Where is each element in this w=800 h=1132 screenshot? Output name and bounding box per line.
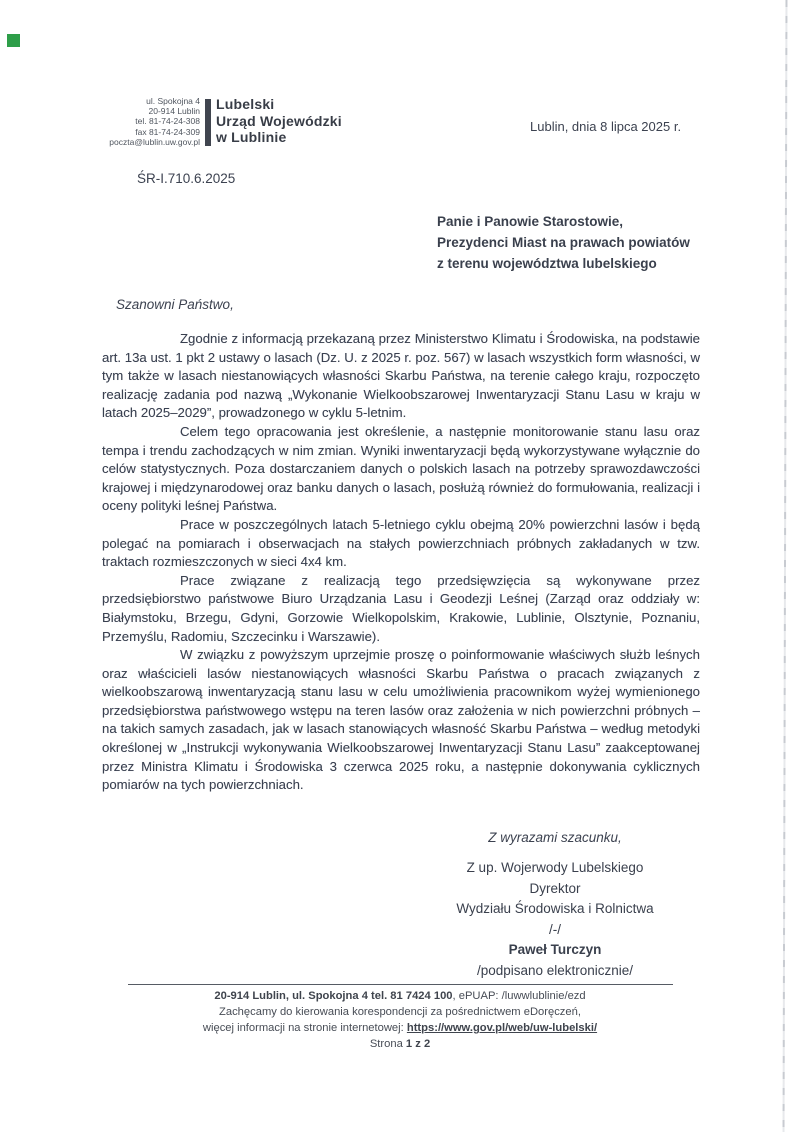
letterhead-contact-block	[80, 96, 200, 147]
contact-line-fax: fax 81-74-24-309	[135, 126, 200, 137]
body-paragraph-3: Prace w poszczególnych latach 5-letniego cyklu obejmą 20% powierzchni lasów i będą polegać na pomiarach i obserwacjach na stałych powierzchniach próbnych zakładanych w tzw. traktach rozmieszczonych w sieci 4x4 km.	[102, 516, 700, 570]
org-name-line-1: Lubelski	[216, 96, 275, 112]
footer-address-line	[0, 988, 800, 1004]
signature-department-line: Wydziału Środowiska i Rolnictwa	[456, 901, 654, 917]
recipient-line-3: z terenu województwa lubelskiego	[437, 256, 657, 271]
recipient-block	[437, 211, 690, 274]
recipient-line-2: Prezydenci Miast na prawach powiatów	[437, 235, 690, 250]
signature-slash-mark: /-/	[549, 921, 561, 937]
page-indicator-number: 1 z 2	[405, 1038, 431, 1050]
body-paragraph-2: Celem tego opracowania jest określenie, a następnie monitorowanie stanu lasu oraz tempa i trendu zachodzących w nim zmian. Wyniki inwentaryzacji będą wykorzystywane wyłącznie do celów statystycznych. Poza dostarczaniem danych o polskich lasach na potrzeby sprawozdawczości krajowej i międzynarodowej oraz banku danych o lasach, posłużą również do formułowania, realizacji i oceny polityki leśnej Państwa.	[102, 423, 700, 514]
signature-title-line: Dyrektor	[529, 880, 581, 896]
footer-address-bold: 20-914 Lublin, ul. Spokojna 4 tel. 81 7424 100	[214, 990, 453, 1002]
footer-website-prefix: więcej informacji na stronie internetowej:	[202, 1022, 407, 1034]
body-paragraph-4: Prace związane z realizacją tego przedsięwzięcia są wykonywane przez przedsiębiorstwo państwowe Biuro Urządzania Lasu i Geodezji Leśnej (Zarząd oraz oddziały w: Białymstoku, Brzegu, Gdyni, Gorzowie Wielkopolskim, Krakowie, Lublinie, Olsztynie, Poznaniu, Przemyślu, Radomiu, Szczecinku i Warszawie).	[102, 572, 700, 644]
page-indicator-label: Strona	[369, 1038, 403, 1050]
salutation: Szanowni Państwo,	[116, 297, 234, 312]
scan-edge-line	[783, 0, 788, 1132]
footer-edoreczenia-line: Zachęcamy do kierowania korespondencji za pośrednictwem eDoręczeń,	[219, 1006, 581, 1018]
date-line: Lublin, dnia 8 lipca 2025 r.	[530, 119, 682, 134]
footer-rule	[128, 984, 673, 985]
org-name-line-3: w Lublinie	[216, 129, 287, 145]
body-paragraph-5: W związku z powyższym uprzejmie proszę o poinformowanie właściwych służb leśnych oraz właścicieli lasów niestanowiących własności Skarbu Państwa o pracach związanych z wielkoobszarową inwentaryzacją stanu lasu w celu umożliwienia pracownikom wyżej wymienionego przedsiębiorstwa państwowego wstępu na teren lasów oraz założenia w nich powierzchni próbnych – na takich samych zasadach, jak w lasach stanowiących własność Skarbu Państwa – według metodyki określonej w „Instrukcji wykonywania Wielkoobszarowej Inwentaryzacji Stanu Lasu” zaakceptowanej przez Ministra Klimatu i Środowiska 3 czerwca 2025 roku, a następnie dokonywania cyklicznych pomiarów na tych powierzchniach.	[102, 647, 700, 793]
page-footer	[0, 984, 800, 1052]
signer-name: Paweł Turczyn	[508, 942, 602, 958]
valediction: Z wyrazami szacunku,	[488, 830, 622, 845]
letterhead-org-name	[216, 96, 342, 146]
org-name-line-2: Urząd Wojewódzki	[216, 112, 342, 129]
electronic-signature-note: /podpisano elektronicznie/	[476, 962, 634, 978]
contact-line-tel: tel. 81-74-24-308	[135, 116, 200, 127]
contact-line-email: poczta@lublin.uw.gov.pl	[109, 136, 200, 147]
footer-epuap: , ePUAP: /luwwlublinie/ezd	[452, 990, 586, 1002]
letterhead-logo-bar	[205, 99, 211, 146]
letter-body	[102, 330, 700, 795]
footer-url: https://www.gov.pl/web/uw-lubelski/	[406, 1022, 598, 1034]
body-paragraph-1: Zgodnie z informacją przekazaną przez Ministerstwo Klimatu i Środowiska, na podstawie art. 13a ust. 1 pkt 2 ustawy o lasach (Dz. U. z 2025 r. poz. 567) w lasach wszystkich form własności, w tym także w lasach niestanowiących własności Skarbu Państwa, na terenie całego kraju, rozpoczęto realizację zadania pod nazwą „Wykonanie Wielkoobszarowej Inwentaryzacji Stanu Lasu w kraju w latach 2025–2029”, prowadzonego w cyklu 5-letnim.	[102, 331, 700, 421]
contact-line-street: ul. Spokojna 4	[146, 96, 200, 106]
reference-number: ŚR-I.710.6.2025	[137, 171, 236, 186]
footer-website-line	[0, 1020, 800, 1036]
scan-artifact-green-square	[7, 34, 20, 47]
contact-line-city: 20-914 Lublin	[148, 106, 200, 117]
footer-page-indicator	[0, 1036, 800, 1052]
recipient-line-1: Panie i Panowie Starostowie,	[437, 214, 624, 229]
signature-authority-line: Z up. Wojerwody Lubelskiego	[466, 860, 644, 875]
signature-block	[403, 858, 707, 982]
